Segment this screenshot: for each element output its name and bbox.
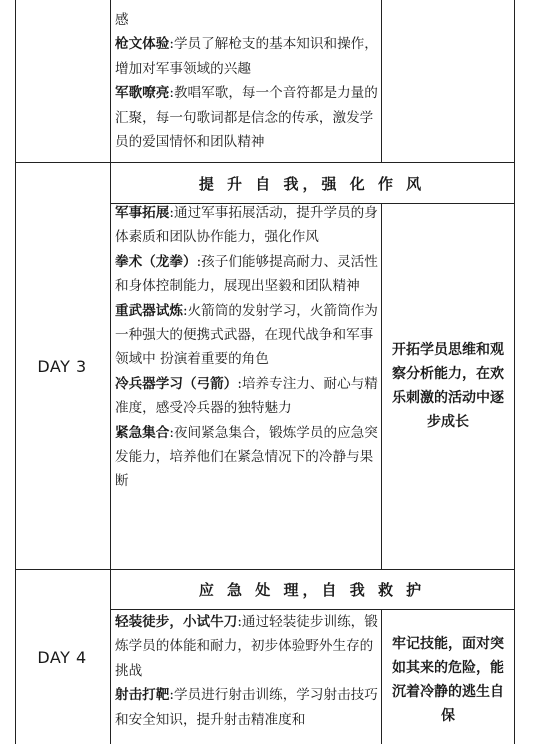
top-line-1: 感 (115, 12, 129, 28)
activity-label: 冷兵器学习（弓箭） (115, 375, 238, 392)
day4-activities (115, 610, 381, 732)
activity-boxing (115, 250, 381, 299)
table-divider-day (110, 0, 111, 744)
activity-label: 射击打靶 (115, 687, 170, 704)
activity-heavy-weapons (115, 299, 381, 372)
activity-label: 轻装徒步，小试牛刀 (115, 614, 238, 630)
activity-military-song (115, 81, 381, 154)
day4-goal: 牢记技能，面对突如其来的危险，能沉着冷静的逃生自保 (392, 636, 504, 724)
activity-label: 枪文体验 (115, 36, 170, 53)
activity-label: 军歌嘹亮 (115, 85, 170, 102)
day3-goal: 开拓学员思维和观察分析能力，在欢乐刺激的活动中逐步成长 (392, 342, 504, 430)
day3-theme: 提 升 自 我，强 化 作 风 (198, 174, 426, 193)
day4-theme: 应 急 处 理，自 我 救 护 (198, 581, 426, 599)
activity-military-expansion (115, 201, 381, 250)
activity-text: :通过轻装徒步训练，锻炼学员的体能和耐力，初步体验野外生存的挑战 (115, 614, 378, 679)
table-divider-goal (381, 0, 382, 162)
activity-text: :夜间紧急集合，锻炼学员的应急突发能力，培养他们在紧急情况下的冷静与果断 (115, 424, 378, 490)
day3-activities (115, 201, 381, 494)
activity-text: :学员了解枪支的基本知识和操作，增加对军事领域的兴趣 (115, 36, 378, 77)
activity-text: :教唱军歌，每一个音符都是力量的汇聚，每一句歌词都是信念的传承，激发学员的爱国情怀和团队精神 (115, 85, 378, 151)
activity-shooting (115, 683, 381, 732)
top-content (115, 8, 381, 154)
activity-label: 紧急集合 (115, 424, 170, 441)
day4-label: DAY 4 (37, 647, 87, 667)
activity-archery (115, 372, 381, 421)
activity-emergency-assembly (115, 421, 381, 494)
table-divider-goal (381, 203, 382, 569)
activity-label: 重武器试炼 (115, 302, 183, 319)
activity-text: :通过军事拓展活动，提升学员的身体素质和团队协作能力，强化作风 (115, 205, 378, 246)
activity-text: :培养专注力、耐心与精准度，感受冷兵器的独特魅力 (115, 375, 378, 417)
activity-text: :火箭筒的发射学习，火箭筒作为 一种强大的便携式武器，在现代战争和军事领域中 扮演着重要的角色 (115, 302, 378, 368)
activity-text: :学员进行射击训练，学习射击技巧和安全知识，提升射击精准度和 (115, 687, 378, 728)
activity-label: 军事拓展 (115, 205, 170, 221)
day3-label: DAY 3 (37, 356, 87, 376)
table-border-right (514, 0, 515, 744)
activity-text: :孩子们能够提高耐力、灵活性 和身体控制能力，展现出坚毅和团队精神 (115, 253, 378, 295)
activity-gun-culture (115, 32, 381, 81)
table-divider-goal (381, 609, 382, 744)
activity-label: 拳术（龙拳） (115, 253, 197, 270)
activity-hiking (115, 610, 381, 683)
